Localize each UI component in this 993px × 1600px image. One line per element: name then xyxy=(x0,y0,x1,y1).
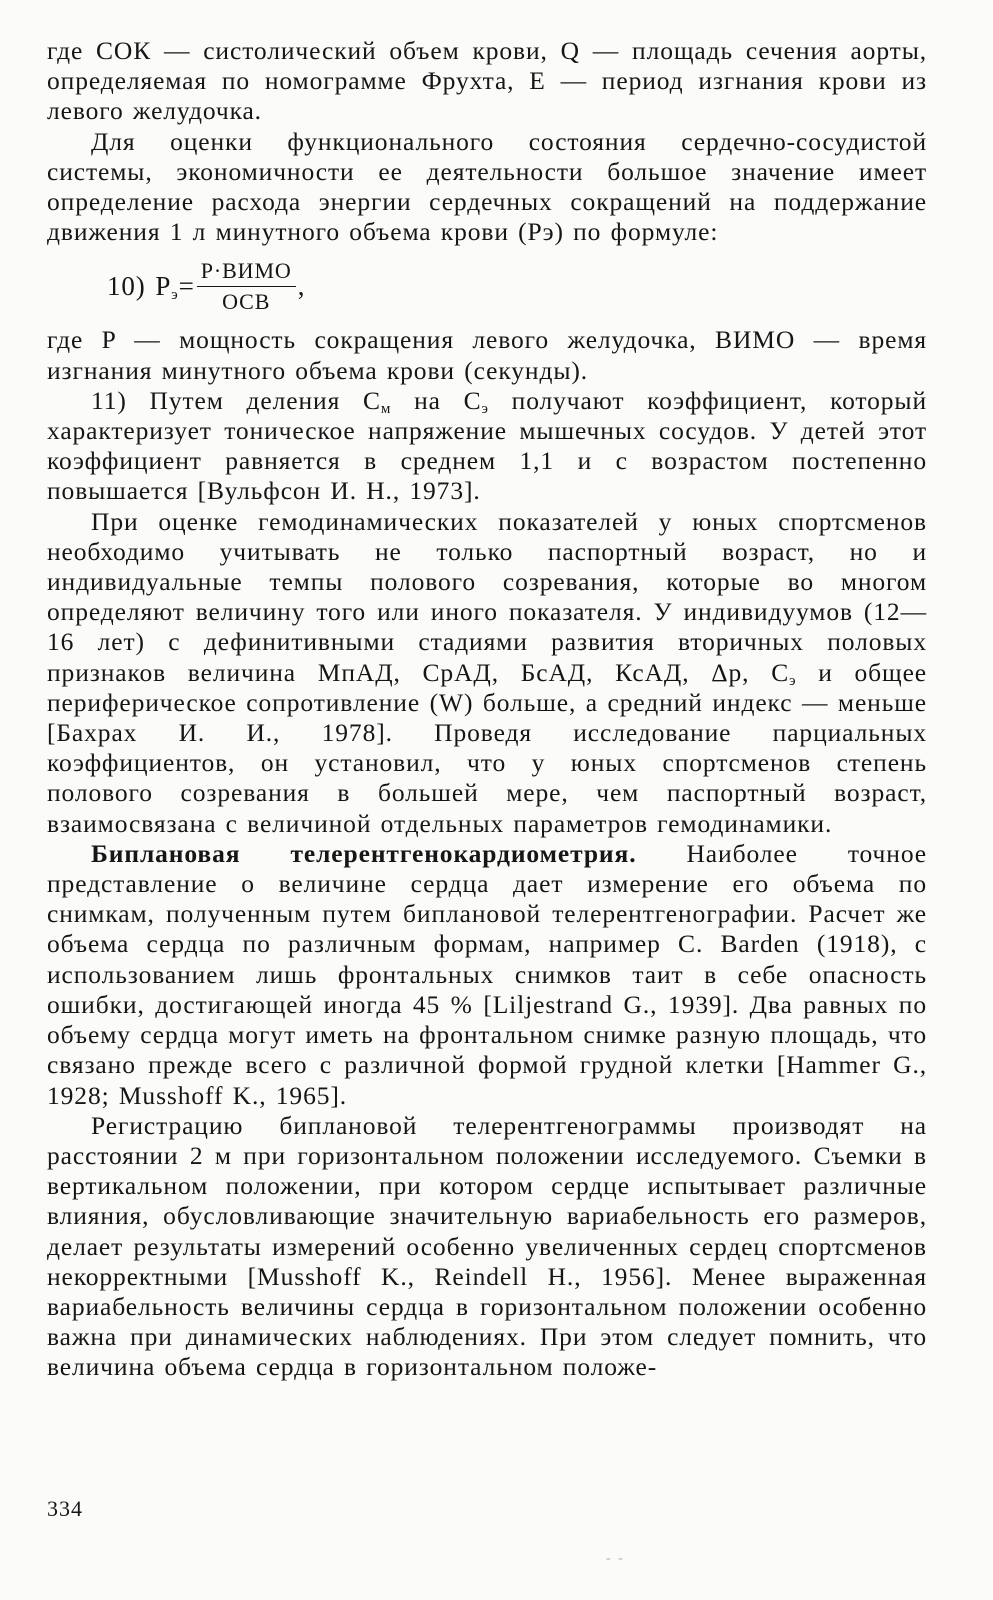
p4-part-b: на C xyxy=(391,385,482,415)
formula-denominator: ОСВ xyxy=(222,288,271,314)
formula-lhs-text: 10) P xyxy=(107,271,172,302)
p5-sub-e: э xyxy=(789,672,797,689)
formula-lhs-sub: э xyxy=(171,287,179,304)
formula-numerator: P·ВИМО xyxy=(197,258,296,287)
paragraph-7: Регистрацию биплановой телерентгенограммы производят на расстоянии 2 м при горизонтальном положении исследуемого. Съемки в вертикальном положении, при котором сердце испытывает различные влияния, обусловливающие значительную вариабельность его размеров, делает результаты измерений особенно увеличенных сердец спортсменов некорректными [Musshoff K., Reindell H., 1956]. Менее выраженная вариабельность величины сердца в горизонтальном положении особенно важна при динамических наблюдениях. При этом следует помнить, что величина объема сердца в горизонтальном положе- xyxy=(47,1110,927,1382)
formula-10 xyxy=(107,257,927,315)
paragraph-5 xyxy=(47,507,927,839)
p4-sub-m: м xyxy=(380,400,392,417)
p4-part-a: 11) Путем деления C xyxy=(91,385,381,415)
paragraph-3: где P — мощность сокращения левого желудочка, ВИМО — время изгнания минутного объема крови (секунды). xyxy=(47,325,927,385)
formula-fraction xyxy=(197,258,296,315)
section-heading: Биплановая телерентгенокардиометрия. xyxy=(91,838,637,868)
p5-part-a: При оценке гемодинамических показателей у юных спортсменов необходимо учитывать не только паспортный возраст, но и индивидуальные темпы полового созревания, которые во многом определяют величину того или иного показателя. У индивидуумов (12—16 лет) с дефинитивными стадиями развития вторичных половых признаков величина МпАД, СрАД, БсАД, КсАД, Δр, C xyxy=(47,506,927,687)
body-text xyxy=(47,36,927,1383)
paragraph-6 xyxy=(47,839,927,1111)
paragraph-1: где СОК — систолический объем крови, Q — площадь сечения аорты, определяемая по номограмме Фрухта, Е — период изгнания крови из левого желудочка. xyxy=(47,36,927,126)
page-number: 334 xyxy=(47,1496,83,1521)
print-speck: - - xyxy=(606,1551,625,1566)
p5-part-b: и общее периферическое сопротивление (W) больше, а средний индекс — меньше [Бахрах И. И., 1978]. Проведя исследование парциальных коэффициентов, он установил, что у юных спортсменов степень полового созревания в большей мере, чем паспортный возраст, взаимосвязана с величиной отдельных параметров гемодинамики. xyxy=(47,657,928,838)
formula-comma: , xyxy=(297,271,306,302)
paragraph-4 xyxy=(47,386,927,507)
p4-part-c: получают коэффициент, который характеризует тоническое напряжение мышечных сосудов. У детей этот коэффициент равняется в среднем 1,1 и с возрастом постепенно повышается [Вульфсон И. Н., 1973]. xyxy=(47,385,927,506)
formula-lhs xyxy=(107,271,179,304)
p4-sub-e: э xyxy=(481,400,489,417)
p6-body: Наиболее точное представление о величине сердца дает измерение его объема по снимкам, полученным путем биплановой телерентгенографии. Расчет же объема сердца по различным формам, например C. Barden (1918), с использованием лишь фронтальных снимков таит в себе опасность ошибки, достигающей иногда 45 % [Liljestrand G., 1939]. Два равных по объему сердца могут иметь на фронтальном снимке разную площадь, что связано прежде всего с различной формой грудной клетки [Hammer G., 1928; Musshoff K., 1965]. xyxy=(47,838,927,1110)
formula-equals: = xyxy=(178,271,195,302)
paragraph-2: Для оценки функционального состояния сердечно-сосудистой системы, экономичности ее деятельности большое значение имеет определение расхода энергии сердечных сокращений на поддержание движения 1 л минутного объема крови (Pэ) по формуле: xyxy=(47,126,927,247)
